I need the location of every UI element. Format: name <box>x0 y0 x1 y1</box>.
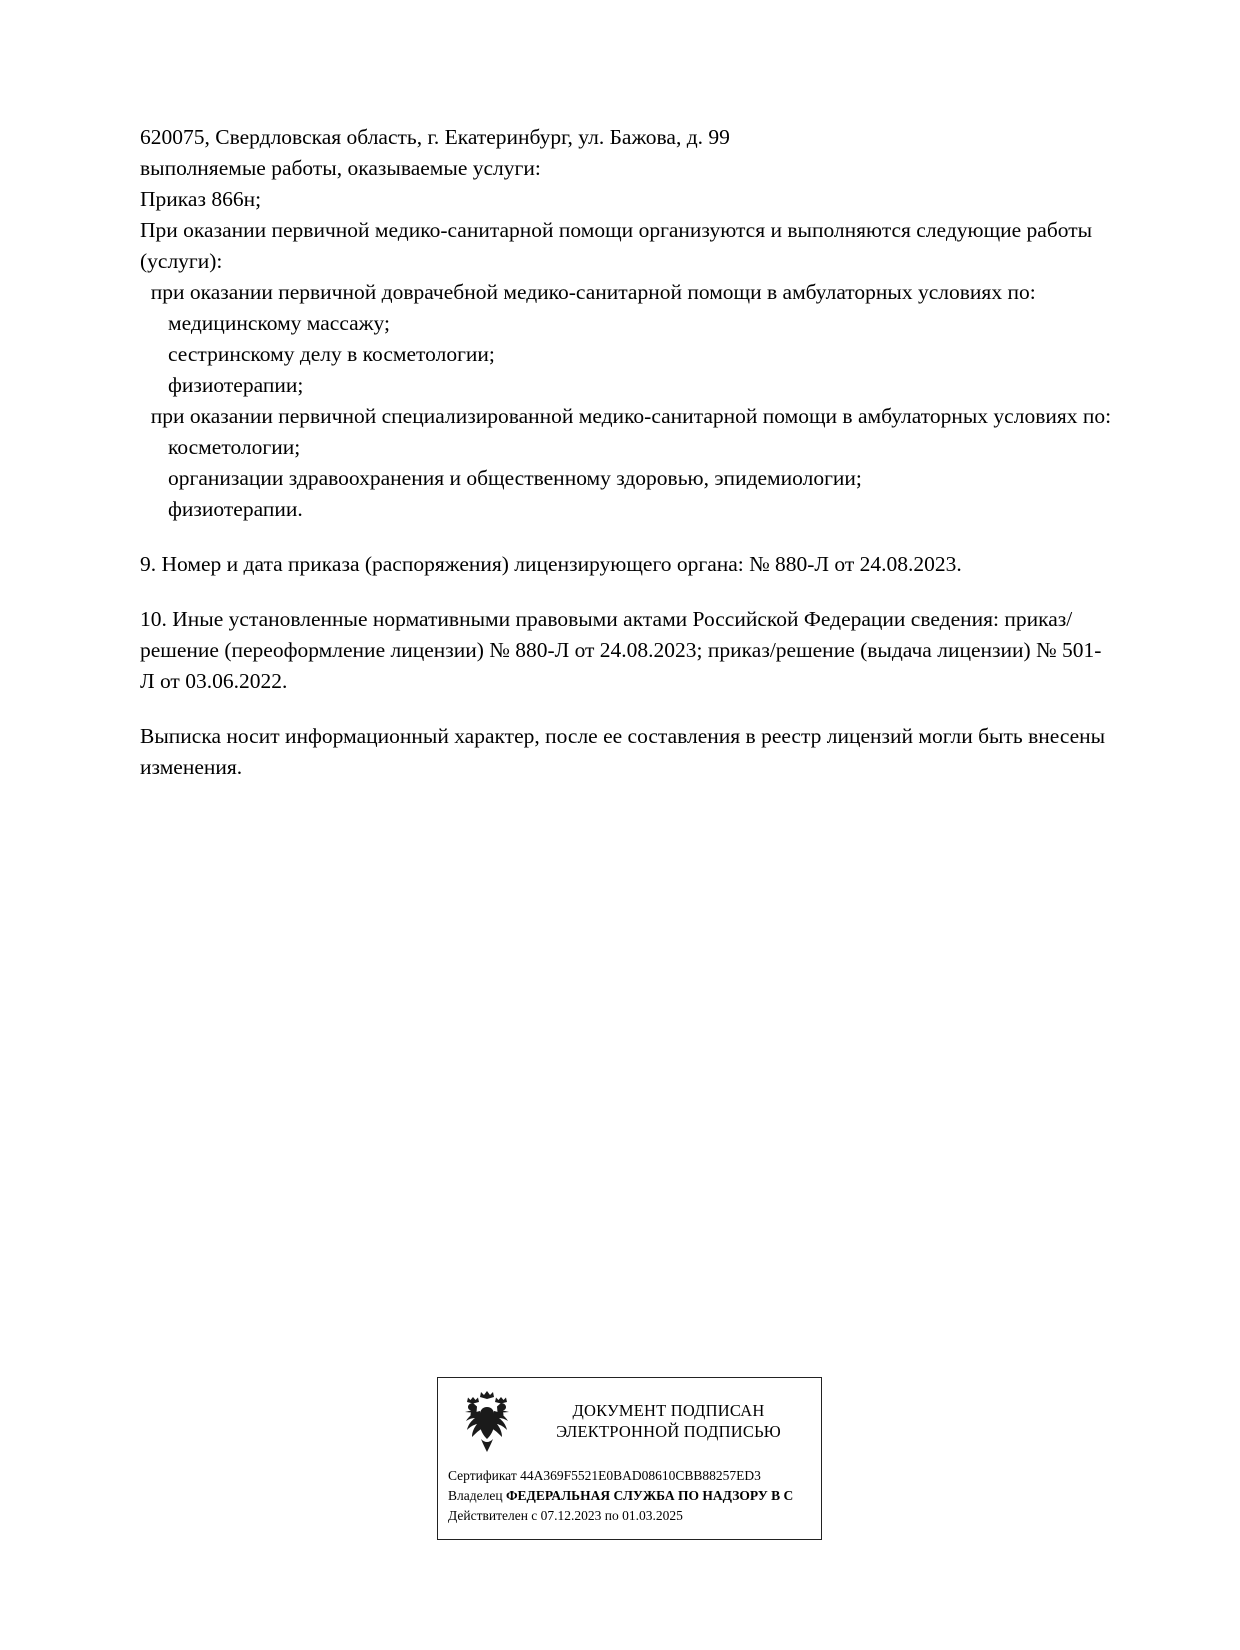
service-health-organization-epidemiology: организации здравоохранения и общественному здоровью, эпидемиологии; <box>168 466 862 490</box>
stamp-validity-line: Действителен с 07.12.2023 по 01.03.2025 <box>448 1508 683 1523</box>
specialized-care-heading: при оказании первичной специализированной медико-санитарной помощи в амбулаторных условиях по: <box>140 404 1112 428</box>
double-headed-eagle-emblem-icon <box>450 1384 524 1458</box>
electronic-signature-stamp <box>437 1377 822 1540</box>
service-physiotherapy-2: физиотерапии. <box>168 497 303 521</box>
pre-medical-care-heading: при оказании первичной доврачебной медико-санитарной помощи в амбулаторных условиях по: <box>140 280 1036 304</box>
item-10-other-info: 10. Иные установленные нормативными правовыми актами Российской Федерации сведения: приказ/решение (переоформление лицензии) № 880-Л от 24.08.2023; приказ/решение (выдача лицензии) № 501-Л от 03.06.2022. <box>140 607 1102 693</box>
stamp-certificate-value: 44A369F5521E0BAD08610CBB88257ED3 <box>520 1468 761 1483</box>
document-body <box>140 122 1115 783</box>
stamp-owner-line <box>448 1486 821 1506</box>
stamp-certificate-line <box>448 1466 821 1486</box>
stamp-title-line-2: ЭЛЕКТРОННОЙ ПОДПИСЬЮ <box>556 1422 781 1441</box>
spacer-1 <box>140 525 1115 549</box>
stamp-certificate-label: Сертификат <box>448 1468 517 1483</box>
service-physiotherapy-1: физиотерапии; <box>168 373 304 397</box>
stamp-details <box>438 1460 821 1526</box>
service-nursing-cosmetology: сестринскому делу в косметологии; <box>168 342 495 366</box>
stamp-header <box>438 1378 821 1460</box>
informational-disclaimer: Выписка носит информационный характер, после ее составления в реестр лицензий могли быть внесены изменения. <box>140 724 1106 779</box>
stamp-title-line-1: ДОКУМЕНТ ПОДПИСАН <box>572 1401 765 1420</box>
stamp-owner-label: Владелец <box>448 1488 503 1503</box>
order-866n-line: Приказ 866н; <box>140 187 262 211</box>
stamp-title <box>524 1400 821 1442</box>
service-cosmetology: косметологии; <box>168 435 301 459</box>
spacer-2 <box>140 580 1115 604</box>
primary-care-intro: При оказании первичной медико-санитарной помощи организуются и выполняются следующие работы (услуги): <box>140 218 1098 273</box>
works-services-heading: выполняемые работы, оказываемые услуги: <box>140 156 541 180</box>
stamp-owner-value: ФЕДЕРАЛЬНАЯ СЛУЖБА ПО НАДЗОРУ В С <box>505 1488 794 1503</box>
service-medical-massage: медицинскому массажу; <box>168 311 390 335</box>
spacer-3 <box>140 697 1115 721</box>
item-9-order-number-date: 9. Номер и дата приказа (распоряжения) лицензирующего органа: № 880-Л от 24.08.2023. <box>140 552 962 576</box>
address-line: 620075, Свердловская область, г. Екатеринбург, ул. Бажова, д. 99 <box>140 125 730 149</box>
